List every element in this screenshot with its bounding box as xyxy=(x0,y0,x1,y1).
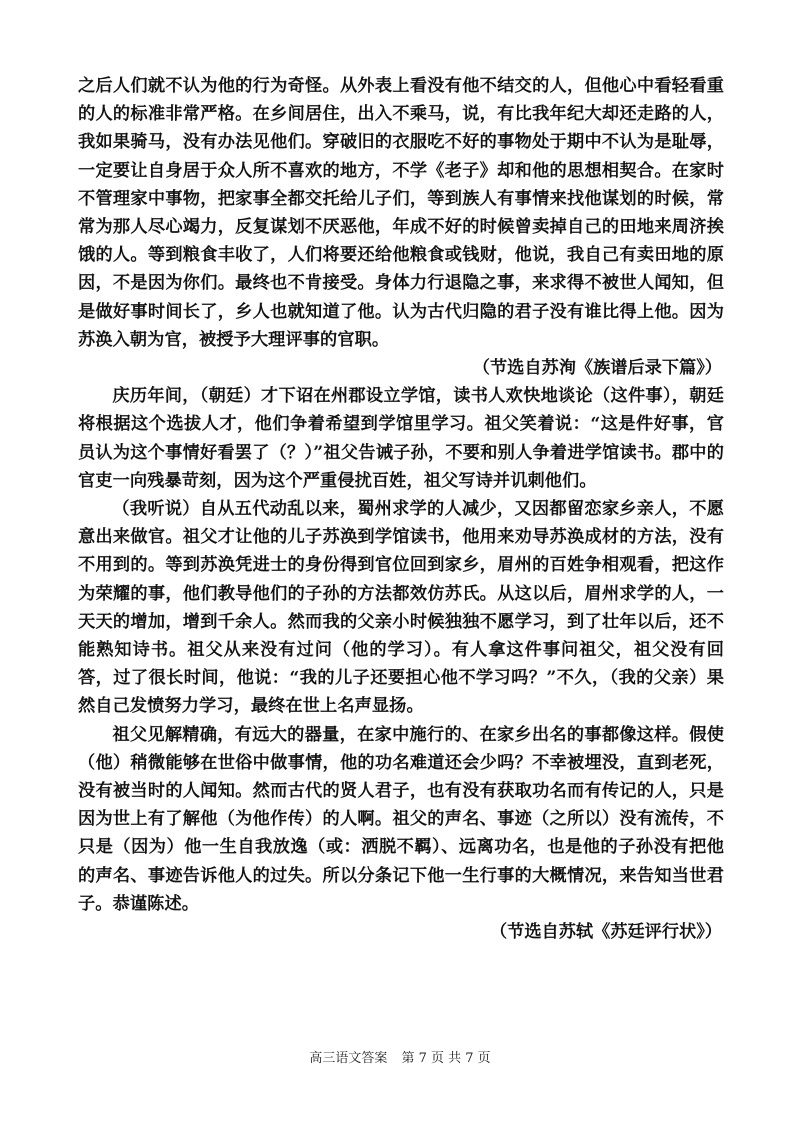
page-footer xyxy=(0,1047,800,1066)
footer-page-number: 第 7 页 共 7 页 xyxy=(401,1051,491,1066)
paragraph-3: （我听说）自从五代动乱以来，蜀州求学的人减少，又因都留恋家乡亲人，不愿意出来做官。祖父才让他的儿子苏涣到学馆读书，他用来劝导苏涣成材的方法，没有不用到的。等到苏涣凭进士的身份得到官位回到家乡，眉州的百姓争相观看，把这作为荣耀的事，他们教导他们的子孙的方法都效仿苏氏。从这以后，眉州求学的人，一天天的增加，增到千余人。然而我的父亲小时候独独不愿学习，到了壮年以后，还不能熟知诗书。祖父从来没有过问（他的学习）。有人拿这件事问祖父，祖父没有回答，过了很长时间，他说：“我的儿子还要担心他不学习吗？”不久，（我的父亲）果然自己发愤努力学习，最终在世上名声显扬。 xyxy=(78,499,724,717)
paragraph-1: 之后人们就不认为他的行为奇怪。从外表上看没有他不结交的人，但他心中看轻看重的人的标准非常严格。在乡间居住，出入不乘马，说，有比我年纪大却还走路的人，我如果骑马，没有办法见他们。穿破旧的衣服吃不好的事物处于期中不认为是耻辱，一定要让自身居于众人所不喜欢的地方，不学《老子》却和他的思想相契合。在家时不管理家中事物，把家事全都交托给儿子们，等到族人有事情来找他谋划的时候，常常为那人尽心竭力，反复谋划不厌恶他，年成不好的时候曾卖掉自己的田地来周济挨饿的人。等到粮食丰收了，人们将要还给他粮食或钱财，他说，我自己有卖田地的原因，不是因为你们。最终也不肯接受。身体力行退隐之事，来求得不被世人闻知，但是做好事时间长了，乡人也就知道了他。认为古代归隐的君子没有谁比得上他。因为苏涣入朝为官，被授予大理评事的官职。 xyxy=(78,76,724,350)
source-citation-2: （节选自苏轼《苏廷评行状》） xyxy=(489,922,722,943)
source-citation-1: （节选自苏洵《族谱后录下篇》） xyxy=(472,358,722,379)
document-body xyxy=(78,72,724,946)
footer-title: 高三语文答案 xyxy=(309,1051,388,1066)
paragraph-4: 祖父见解精确，有远大的器量，在家中施行的、在家乡出名的事都像这样。假使（他）稍微能够在世俗中做事情，他的功名难道还会少吗？不幸被埋没，直到老死，没有被当时的人闻知。然而古代的贤人君子，也有没有获取功名而有传记的人，只是因为世上有了解他（为他作传）的人啊。祖父的声名、事迹（之所以）没有流传，不只是（因为）他一生自我放逸（或：洒脱不羁）、远离功名，也是他的子孙没有把他的声名、事迹告诉他人的过失。所以分条记下他一生行事的大概情况，来告知当世君子。恭谨陈述。 xyxy=(78,724,724,914)
paragraph-2: 庆历年间，（朝廷）才下诏在州郡设立学馆，读书人欢快地谈论（这件事），朝廷将根据这个选拔人才，他们争着希望到学馆里学习。祖父笑着说：“这是件好事，官员认为这个事情好看罢了（？）”祖父告诫子孙，不要和别人争着进学馆读书。郡中的官吏一向残暴苛刻，因为这个严重侵扰百姓，祖父写诗并讥刺他们。 xyxy=(78,386,724,491)
